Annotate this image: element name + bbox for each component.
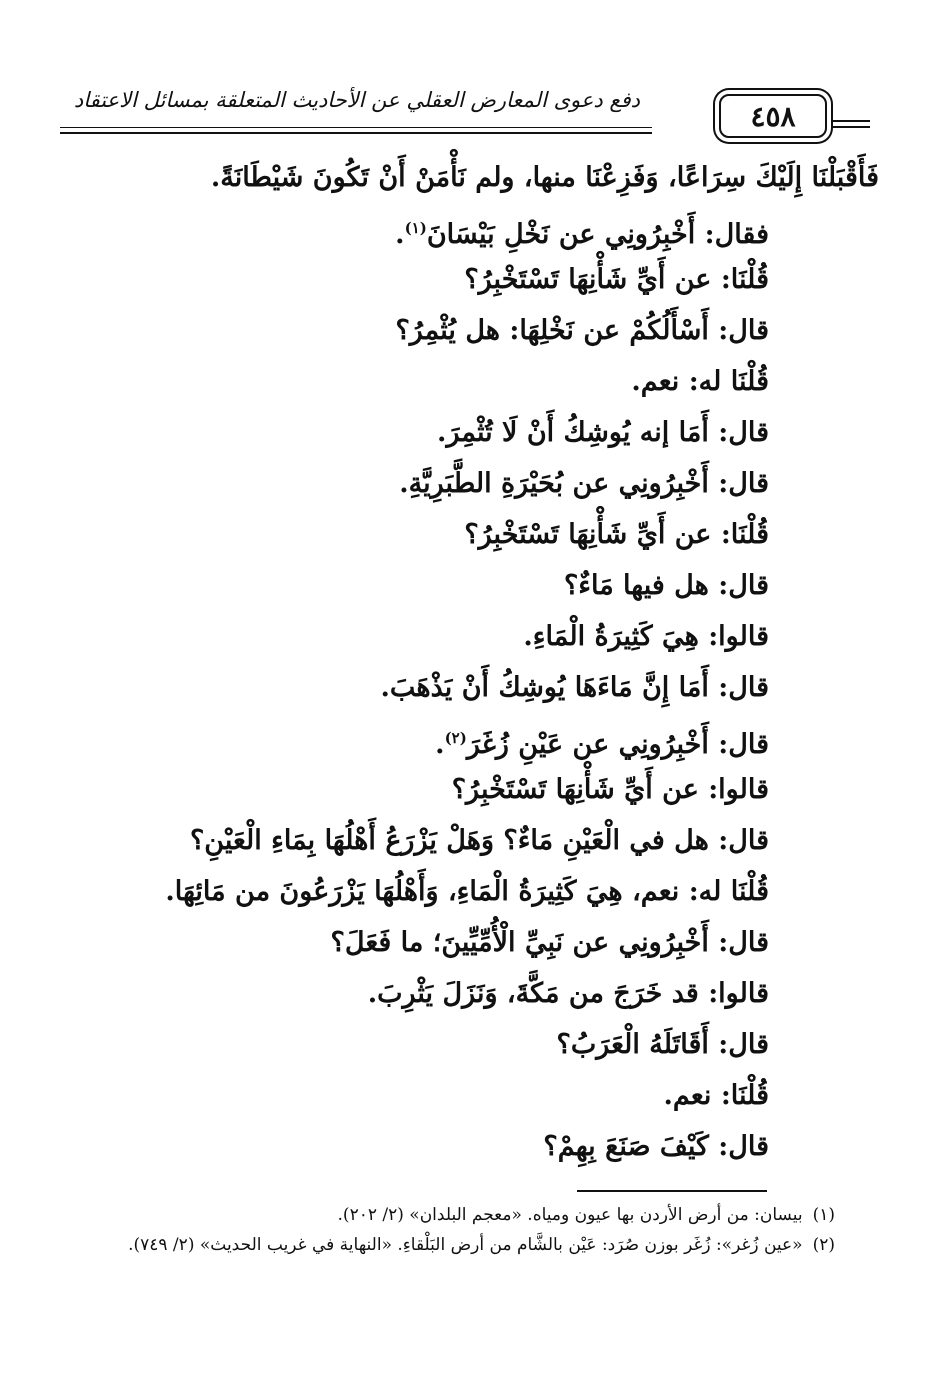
text-line (49, 509, 769, 560)
footnote-number: (٢) (812, 1235, 835, 1255)
speaker-label: فقال: (704, 219, 769, 250)
running-header-title: دفع دعوى المعارض العقلي عن الأحاديث المتعلقة بمسائل الاعتقاد (73, 88, 640, 112)
line-text: نعم، هِيَ كَثِيرَةُ الْمَاءِ، وَأَهْلُهَا يَزْرَعُونَ من مَائِهَا. (165, 876, 680, 907)
footnote-text: «عين زُغر»: زُغَر بوزن صُرَد: عَيْن بالشَّام من أرض البَلْقاءِ. «النهاية في غريب الحديث» (٢/ ٧٤٩). (128, 1235, 803, 1255)
text-line (49, 305, 769, 356)
line-text: قد خَرَجَ من مَكَّةَ، وَنَزَلَ يَثْرِبَ. (367, 978, 699, 1009)
footnote-marker: (٢) (444, 729, 467, 747)
header-rule-right (830, 120, 870, 122)
header-rule-right-2 (830, 126, 870, 128)
text-line (49, 407, 769, 458)
body-text (49, 152, 879, 1172)
line-text: عن أَيِّ شَأْنِهَا تَسْتَخْبِرُ؟ (464, 519, 712, 550)
footnote-item (100, 1232, 835, 1258)
line-punctuation: . (435, 729, 445, 760)
line-text: فَأَقْبَلْنَا إِلَيْكَ سِرَاعًا، وَفَزِعْنَا منها، ولم نَأْمَنْ أَنْ تَكُونَ شَيْطَانَةً. (210, 162, 879, 193)
footnote-text: بيسان: من أرض الأردن بها عيون ومياه. «معجم البلدان» (٢/ ٢٠٢). (337, 1205, 803, 1225)
speaker-label: قال: (718, 1029, 769, 1060)
line-text: أَمَا إِنَّ مَاءَهَا يُوشِكُ أَنْ يَذْهَبَ. (380, 672, 709, 703)
line-text: أَخْبِرُونِي عن نَخْلِ بَيْسَانَ (426, 219, 696, 250)
footnote-item (100, 1202, 835, 1228)
line-text: نعم. (663, 1080, 712, 1111)
page-number: ٤٥٨ (750, 99, 796, 133)
line-text: أَخْبِرُونِي عن نَبِيِّ الْأُمِّيِّينَ؛ ما فَعَلَ؟ (330, 927, 709, 958)
line-text: أَسْأَلُكُمْ عن نَخْلِهَا: هل يُثْمِرُ؟ (395, 315, 709, 346)
text-line (49, 560, 769, 611)
speaker-label: قُلْنَا: (720, 519, 769, 550)
footnote-marker: (١) (404, 219, 427, 237)
speaker-label: قال: (718, 825, 769, 856)
speaker-label: قالوا: (708, 774, 769, 805)
text-line (49, 356, 769, 407)
line-text: كَيْفَ صَنَعَ بِهِمْ؟ (543, 1131, 709, 1162)
text-line (49, 611, 769, 662)
speaker-label: قال: (718, 570, 769, 601)
text-line (49, 1070, 769, 1121)
text-line (49, 713, 769, 764)
text-line (49, 968, 769, 1019)
text-line (49, 917, 769, 968)
line-text: أَخْبِرُونِي عن عَيْنِ زُغَرَ (466, 729, 709, 760)
speaker-label: قُلْنَا له: (688, 366, 769, 397)
line-text: أَقَاتَلَهُ الْعَرَبُ؟ (556, 1029, 709, 1060)
line-text: أَمَا إنه يُوشِكُ أَنْ لَا تُثْمِرَ. (437, 417, 709, 448)
speaker-label: قالوا: (708, 621, 769, 652)
text-line (49, 866, 769, 917)
line-text: عن أَيِّ شَأْنِهَا تَسْتَخْبِرُ؟ (464, 264, 712, 295)
line-text: أَخْبِرُونِي عن بُحَيْرَةِ الطَّبَرِيَّةِ. (399, 468, 709, 499)
speaker-label: قال: (718, 1131, 769, 1162)
speaker-label: قال: (718, 672, 769, 703)
text-line (49, 1121, 769, 1172)
line-text: هل في الْعَيْنِ مَاءٌ؟ وَهَلْ يَزْرَعُ أَهْلُهَا بِمَاءِ الْعَيْنِ؟ (189, 825, 709, 856)
header-rule-left (60, 132, 652, 134)
line-text: عن أَيِّ شَأْنِهَا تَسْتَخْبِرُ؟ (451, 774, 699, 805)
line-text: هِيَ كَثِيرَةُ الْمَاءِ. (523, 621, 699, 652)
footnotes (100, 1202, 835, 1262)
line-text: هل فيها مَاءٌ؟ (563, 570, 709, 601)
text-line (49, 764, 769, 815)
text-line (49, 203, 769, 254)
speaker-label: قُلْنَا: (720, 264, 769, 295)
speaker-label: قالوا: (708, 978, 769, 1009)
text-line (49, 815, 769, 866)
line-text: نعم. (631, 366, 680, 397)
text-line (49, 458, 769, 509)
speaker-label: قُلْنَا: (720, 1080, 769, 1111)
speaker-label: قال: (718, 729, 769, 760)
page-number-box (719, 94, 827, 138)
speaker-label: قال: (718, 927, 769, 958)
text-line (49, 662, 769, 713)
text-line (49, 254, 769, 305)
speaker-label: قال: (718, 468, 769, 499)
speaker-label: قُلْنَا له: (688, 876, 769, 907)
speaker-label: قال: (718, 417, 769, 448)
text-line (49, 1019, 769, 1070)
footnote-number: (١) (812, 1205, 835, 1225)
text-line (49, 152, 879, 203)
speaker-label: قال: (718, 315, 769, 346)
header-rule-left-inner (60, 127, 652, 128)
line-punctuation: . (395, 219, 405, 250)
footnote-separator (577, 1190, 767, 1192)
